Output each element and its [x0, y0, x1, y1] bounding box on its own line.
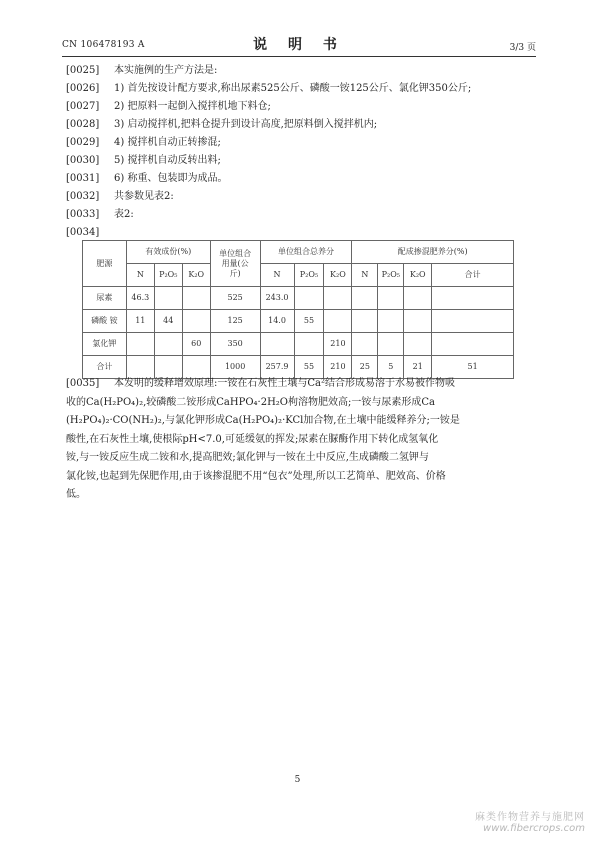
cell-blend-p: [378, 310, 404, 333]
page-header: [62, 34, 536, 54]
page-indicator: 3/3 页: [509, 43, 536, 53]
subheader-p: P₂O₅: [294, 264, 324, 287]
subheader-n: N: [352, 264, 378, 287]
paragraph-text: 1) 首先按设计配方要求,称出尿素525公斤、磷酸一铵125公斤、氯化钾350公斤;: [114, 83, 472, 94]
doc-id: CN 106478193 A: [62, 40, 145, 50]
cell-unit-k: [324, 287, 352, 310]
cell-name: 氯化钾: [83, 333, 127, 356]
cell-eff-k: 60: [182, 333, 210, 356]
cell-blend-n: [352, 310, 378, 333]
col-header-effective: 有效成份(%): [126, 241, 210, 264]
paragraph-number: [0025]: [66, 65, 100, 76]
cell-blend-n: [352, 333, 378, 356]
watermark-url: www.fibercrops.com: [483, 823, 585, 834]
table-row: [83, 310, 514, 333]
paragraph-text: 共参数见表2:: [114, 191, 174, 202]
paragraph-text: 5) 搅拌机自动反转出料;: [114, 155, 221, 166]
paragraph-text: 表2:: [114, 209, 134, 220]
paragraph-number: [0030]: [66, 155, 100, 166]
cell-blend-p: [378, 333, 404, 356]
paragraph-number: [0028]: [66, 119, 100, 130]
cell-name: 磷酸 铵: [83, 310, 127, 333]
subheader-total: 合计: [432, 264, 514, 287]
col-header-unit-nutrient: 单位组合总养分: [260, 241, 352, 264]
header-rule: [62, 56, 536, 57]
cell-blend-p: [378, 287, 404, 310]
subheader-p: P₂O₅: [154, 264, 182, 287]
watermark: [475, 808, 585, 834]
paragraph-number: [0032]: [66, 191, 100, 202]
paragraph-line: 低。: [66, 489, 86, 500]
cell-unit-k: [324, 310, 352, 333]
cell-eff-k: [182, 310, 210, 333]
cell-eff-n: 46.3: [126, 287, 154, 310]
subheader-n: N: [260, 264, 294, 287]
subheader-n: N: [126, 264, 154, 287]
table-row: [83, 333, 514, 356]
cell-eff-p: [154, 287, 182, 310]
paragraph-text: 4) 搅拌机自动正转掺混;: [114, 137, 221, 148]
cell-eff-p: [154, 333, 182, 356]
doc-title: 说 明 书: [253, 37, 345, 53]
cell-eff-n: [126, 333, 154, 356]
table-row: [83, 287, 514, 310]
cell-unit-k: 210: [324, 356, 352, 379]
paragraph-line: 本发明的缓释增效原理:一铵在石灰性土壤与Ca²结合形成易溶于水易被作物吸: [114, 378, 455, 389]
cell-blend-k: 21: [404, 356, 432, 379]
cell-blend-k: [404, 310, 432, 333]
cell-unit-n: 243.0: [260, 287, 294, 310]
paragraph-number: [0029]: [66, 137, 100, 148]
cell-eff-p: 44: [154, 310, 182, 333]
subheader-k: K₂O: [324, 264, 352, 287]
cell-unit-k: 210: [324, 333, 352, 356]
cell-name: 合计: [83, 356, 127, 379]
cell-unit-p: [294, 333, 324, 356]
watermark-site-name: 麻类作物营养与施肥网: [475, 812, 585, 823]
paragraph-number: [0027]: [66, 101, 100, 112]
cell-blend-total: 51: [432, 356, 514, 379]
paragraph-line: (H₂PO₄)₂·CO(NH₂)₂,与氯化钾形成Ca(H₂PO₄)₂·KCl加合物,在土壤中能缓释养分;一铵是: [66, 415, 460, 426]
cell-unit-p: [294, 287, 324, 310]
paragraph-number: [0033]: [66, 209, 100, 220]
cell-name: 尿素: [83, 287, 127, 310]
paragraph-text: 2) 把原料一起倒入搅拌机地下料仓;: [114, 101, 271, 112]
cell-amount: 1000: [210, 356, 260, 379]
subheader-p: P₂O₅: [378, 264, 404, 287]
paragraph-text: 6) 称重、包装即为成品。: [114, 173, 228, 184]
cell-unit-n: [260, 333, 294, 356]
page-number: 5: [294, 775, 301, 785]
cell-blend-total: [432, 287, 514, 310]
cell-unit-n: 257.9: [260, 356, 294, 379]
cell-blend-total: [432, 310, 514, 333]
col-header-blend-nutrient: 配成掺混肥养分(%): [352, 241, 514, 264]
cell-unit-p: 55: [294, 356, 324, 379]
subheader-k: K₂O: [404, 264, 432, 287]
cell-unit-n: 14.0: [260, 310, 294, 333]
paragraph-text: 3) 启动搅拌机,把料仓提升到设计高度,把原料倒入搅拌机内;: [114, 119, 378, 130]
paragraph-number: [0035]: [66, 378, 100, 389]
paragraph-line: 铵,与一铵反应生成二铵和水,提高肥效;氯化钾与一铵在土中反应,生成磷酸二氢钾与: [66, 452, 429, 463]
table-header-row: [83, 241, 514, 264]
cell-blend-total: [432, 333, 514, 356]
paragraph-line: 收的Ca(H₂PO₄)₂,较磷酸二铵形成CaHPO₄·2H₂O枸溶物肥效高;一铵与尿素形成Ca: [66, 396, 435, 408]
paragraph-number: [0026]: [66, 83, 100, 94]
col-header-fertilizer: 肥源: [83, 241, 127, 287]
cell-amount: 125: [210, 310, 260, 333]
paragraph-number: [0031]: [66, 173, 100, 184]
cell-amount: 525: [210, 287, 260, 310]
cell-eff-k: [182, 287, 210, 310]
cell-blend-k: [404, 287, 432, 310]
cell-amount: 350: [210, 333, 260, 356]
cell-blend-p: 5: [378, 356, 404, 379]
paragraph-number: [0034]: [66, 227, 100, 238]
paragraph-text: 本实施例的生产方法是:: [114, 65, 218, 76]
cell-blend-n: [352, 287, 378, 310]
cell-blend-k: [404, 333, 432, 356]
subheader-k: K₂O: [182, 264, 210, 287]
paragraph-line: 酸性,在石灰性土壤,使根际pH<7.0,可延缓氨的挥发;尿素在脲酶作用下转化成氢氧化: [66, 433, 439, 445]
table-subheader-row: [83, 264, 514, 287]
cell-eff-n: 11: [126, 310, 154, 333]
cell-blend-n: 25: [352, 356, 378, 379]
col-header-unit-amount: 单位组合用量(公斤): [210, 241, 260, 287]
fertilizer-table: [82, 240, 514, 371]
cell-unit-p: 55: [294, 310, 324, 333]
paragraph-line: 氯化铵,也起到先保肥作用,由于该掺混肥不用“包衣”处理,所以工艺简单、肥效高、价格: [66, 470, 446, 482]
